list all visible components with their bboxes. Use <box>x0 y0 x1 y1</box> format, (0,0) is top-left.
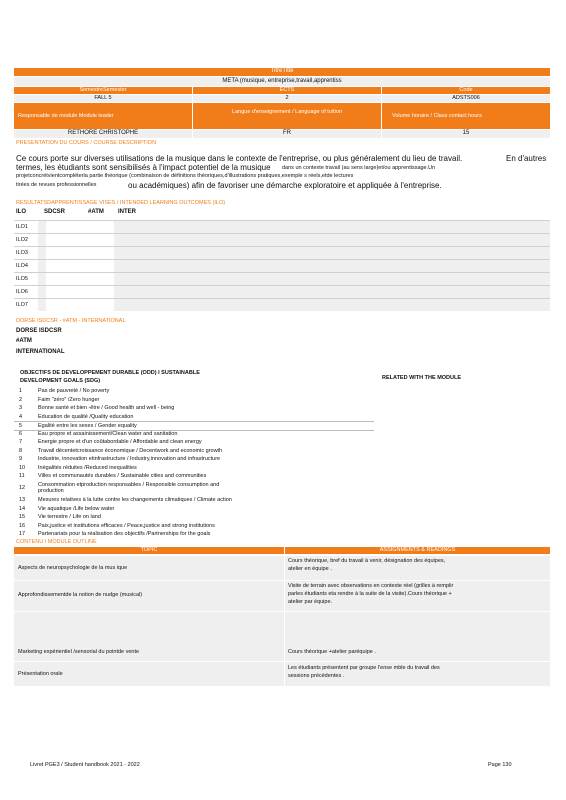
ilo-cell <box>114 247 550 259</box>
sdg-item <box>14 387 374 396</box>
hours-value-text: 15 <box>462 130 470 136</box>
learning-col-inter: INTER <box>118 209 136 215</box>
dorse-line: #ATM <box>16 338 32 344</box>
code-value <box>382 95 550 102</box>
assignments-header <box>285 547 550 554</box>
sdg-item <box>14 404 374 413</box>
title-value <box>14 77 550 86</box>
sdg-item <box>14 455 374 464</box>
presentation-line4b: ou académiques) afin de favoriser une démarche exploratoire et appliquée à l'entreprise. <box>128 181 442 190</box>
ilo-row <box>14 233 550 246</box>
semester-value-text: FALL 5 <box>94 95 112 101</box>
presentation-line1b: En d'autres <box>506 154 547 163</box>
title-header <box>14 68 550 76</box>
sdg-item <box>14 464 374 473</box>
ilo-cell <box>38 260 46 272</box>
ilo-cell <box>114 299 550 311</box>
ilo-row <box>14 272 550 285</box>
sdg-label: Partenariats pour la réalisation des objectifs /Partnerships for the goals <box>38 531 211 537</box>
content-topic: Approfondissementde la notion de nudge (musical) <box>18 592 143 598</box>
content-assignment: atelier en équipe . <box>288 566 332 572</box>
column-divider <box>284 612 285 661</box>
sdg-number: 5 <box>19 423 23 429</box>
ects-label <box>193 87 381 94</box>
ilo-label: ILO5 <box>16 276 28 282</box>
column-divider <box>284 556 285 580</box>
content-assignment: Visite de terrain avec observations en contexte réel (grilles à remplir <box>288 583 454 589</box>
sdg-label-cont: production <box>38 488 64 494</box>
semester-value <box>14 95 192 102</box>
sdg-label: Travail décentetcroissance économique / Decentwork and economic growth <box>38 447 223 454</box>
column-divider <box>284 581 285 611</box>
ilo-cell <box>114 234 550 246</box>
sdg-label: Vie aquatique /Life below water <box>38 505 115 512</box>
ilo-row <box>14 298 550 311</box>
ilo-label: ILO3 <box>16 250 28 256</box>
learning-col-sdcsr: SDCSR <box>44 209 66 215</box>
ilo-row <box>14 220 550 233</box>
sdg-label: Inégalités réduites /Reduced inequalities <box>38 464 137 471</box>
responsible-value <box>14 130 192 138</box>
sdg-label: Industrie, innovation etinfrastructure / Industry,innovation and infrastructure <box>38 456 221 462</box>
semester-label <box>14 87 192 94</box>
content-row <box>14 580 550 611</box>
dorse-heading: DORSE ISDCSR - #ATM - INTERNATIONAL <box>16 318 126 324</box>
content-heading: CONTENU I MODULE OUTLINE <box>16 539 97 545</box>
hours-label-text: Volume horaire / Class contact hours <box>392 113 482 119</box>
ilo-cell <box>38 286 46 298</box>
hours-value <box>382 130 550 138</box>
sdg-number: 6 <box>19 430 23 437</box>
ilo-label: ILO6 <box>16 289 28 295</box>
sdg-number: 8 <box>19 447 23 454</box>
responsible-value-text: RETHORE CHRISTOPHE <box>67 130 139 136</box>
dorse-line: INTERNATIONAL <box>16 349 65 355</box>
ilo-label: ILO4 <box>16 263 28 269</box>
sdg-number: 2 <box>19 396 23 403</box>
content-row <box>14 555 550 580</box>
content-assignment: atelier par équipe. <box>288 599 333 605</box>
sdg-label: Paix,justice et institutions efficaces / Peace,justice and strong institutions <box>38 522 215 529</box>
ilo-cell <box>114 221 550 233</box>
language-label-text: Langue d'enseignement / Language of tuition <box>232 109 342 115</box>
sdg-number: 1 <box>19 388 23 394</box>
topic-header-text: TOPIC <box>140 547 158 553</box>
sdg-item <box>14 530 374 539</box>
content-assignment: Les étudiants présentent par groupe l'ense mble du travail des <box>288 665 440 671</box>
sdg-label: Egalité entre les sexes / Gender equality <box>38 423 137 429</box>
ilo-cell <box>114 286 550 298</box>
presentation-line2b: dans un contexte travail (au sens large)et/ou apprentissage.Un <box>282 165 436 171</box>
sdg-label: Vie terrestre / Life on land <box>38 514 101 520</box>
content-topic: Présentation orale <box>18 671 63 677</box>
title-value-text: META (musique, entreprise,travail,apprentiss <box>222 78 342 84</box>
sdg-number: 12 <box>19 484 26 491</box>
sdg-item <box>14 472 374 481</box>
semester-label-text: SemestreSemester <box>79 87 127 93</box>
content-assignment: Cours théorique +atelier paréquipe . <box>288 649 376 655</box>
sdg-item <box>14 447 374 456</box>
title-header-text: TitreTitle <box>270 68 294 74</box>
sdg-label: Villes et communautés durables / Sustainable cities and communities <box>38 473 207 479</box>
sdg-label: Eau propre et assainissement/Clean water and sanitation <box>38 430 178 437</box>
ects-label-text: ECTS <box>279 87 295 93</box>
language-label <box>193 103 381 129</box>
ilo-row <box>14 246 550 259</box>
responsible-label-text: Responsable de module Module leader <box>18 113 114 119</box>
content-row <box>14 661 550 686</box>
ilo-label: ILO2 <box>16 237 28 243</box>
sdg-number: 11 <box>19 473 25 479</box>
sdg-label: Mesures relatives à la lutte contre les changements climatiques / Climate action <box>38 497 232 503</box>
responsible-label <box>14 103 192 129</box>
sdg-item <box>14 496 374 505</box>
sdg-item <box>14 513 374 522</box>
sdg-number: 15 <box>19 514 26 520</box>
ilo-cell <box>38 299 46 311</box>
ilo-row <box>14 259 550 272</box>
sdg-number: 10 <box>19 464 26 471</box>
content-topic: Marketing expérientiel /sensorial du pointde vente <box>18 649 140 655</box>
sdg-item <box>14 430 374 439</box>
code-value-text: ADSTS006 <box>452 95 480 101</box>
language-value-text: FR <box>283 130 291 136</box>
sdg-number: 9 <box>19 456 23 462</box>
ilo-cell <box>114 260 550 272</box>
ilo-cell <box>38 273 46 285</box>
sdg-number: 7 <box>19 439 23 445</box>
learning-col-ilo: ILO <box>16 209 26 215</box>
content-assignment: sessions précédentes . <box>288 673 345 679</box>
topic-header <box>14 547 284 554</box>
sdg-item <box>14 481 374 496</box>
ilo-cell <box>38 221 46 233</box>
sdg-item <box>14 505 374 514</box>
sdg-heading-2: DEVELOPMENT GOALS (SDG) <box>20 378 101 384</box>
sdg-label: Energie propre et d'un coûtabordable / Affordable and clean energy <box>38 439 202 445</box>
sdg-number: 16 <box>19 522 26 529</box>
content-topic: Aspects de neuropsychologie de la mus ique <box>18 565 128 571</box>
sdg-label: Consommation etproduction responsables / Responsible consumption and <box>38 481 220 488</box>
sdg-label: Faim "zéro" /Zero hunger <box>38 396 100 403</box>
sdg-item <box>14 396 374 405</box>
sdg-number: 17 <box>19 531 26 537</box>
sdg-label: Education de qualité /Quality education <box>38 413 134 420</box>
sdg-item <box>14 413 374 422</box>
presentation-line1: Ce cours porte sur diverses utilisations de la musique dans le contexte de l'entreprise, ou plus généralement du lieu de travail. <box>16 154 463 163</box>
presentation-line4: tirées de revues professionnelles <box>16 182 97 188</box>
sdg-number: 4 <box>19 413 23 420</box>
code-label-text: Code <box>459 87 473 93</box>
ilo-label: ILO7 <box>16 302 28 308</box>
sdg-item <box>14 522 374 531</box>
column-divider <box>284 662 285 686</box>
hours-label <box>382 103 550 129</box>
sdg-number: 3 <box>19 405 23 411</box>
code-label <box>382 87 550 94</box>
learning-col-atm: #ATM <box>88 209 104 215</box>
ilo-row <box>14 285 550 298</box>
dorse-line: DORSE ISDCSR <box>16 328 62 334</box>
content-assignment: parles étudiants eta rendre à la suite de la visite).Cours théorique + <box>288 591 452 597</box>
presentation-line2: termes, les étudiants sont sensibilisés à l'impact potentiel de la musique <box>16 163 271 172</box>
ilo-label: ILO1 <box>16 224 28 230</box>
sdg-label: Bonne santé et bien -être / Good health and well - being <box>38 405 175 411</box>
ects-value-text: 2 <box>285 95 289 101</box>
sdg-related-header: RELATED WITH THE MODULE <box>382 375 462 381</box>
sdg-item <box>14 438 374 447</box>
assignments-header-text: ASSIGNMENTS & READINGS <box>379 547 456 553</box>
ilo-cell <box>114 273 550 285</box>
content-assignment: Cours théorique, bref du travail à venir, désignation des équipes, <box>288 558 446 564</box>
learning-heading: RESULTATSDAPPRENTISSAGE VISES / INTENDED LEARNING OUTCOMES (ILO) <box>16 200 226 206</box>
sdg-heading: OBJECTIFS DE DEVELOPPEMENT DURABLE (ODD) I SUSTAINABLE <box>20 370 200 376</box>
presentation-line3: projetconcrétvientcompléterla partie théorique (combinaison de définitions théoriques,d'illustrations pratiques,exemple s réels,etde lectures <box>16 173 354 179</box>
sdg-number: 13 <box>19 497 26 503</box>
page-number: Page 130 <box>488 762 512 768</box>
ects-value <box>193 95 381 102</box>
sdg-label: Pas de pauvreté / No poverty <box>38 388 110 394</box>
language-value <box>193 130 381 138</box>
presentation-heading: PRESENTATION DU COURS / COURSE DESCRIPTION <box>16 140 157 146</box>
content-row <box>14 611 550 661</box>
footer-left: Livret PGE3 / Student handbook 2021 - 2022 <box>30 762 140 768</box>
sdg-number: 14 <box>19 505 26 512</box>
ilo-cell <box>38 247 46 259</box>
ilo-cell <box>38 234 46 246</box>
